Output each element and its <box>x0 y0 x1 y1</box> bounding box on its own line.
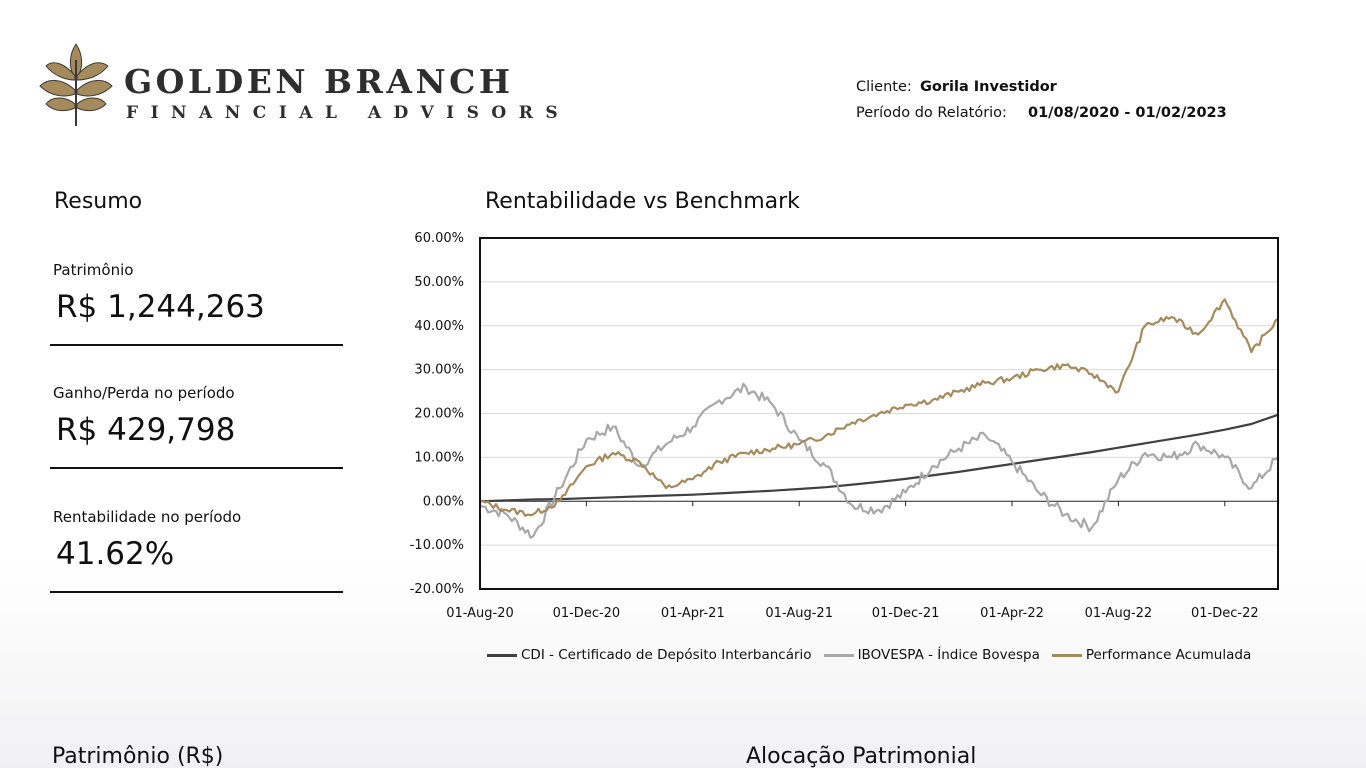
legend-item-cdi <box>487 647 812 663</box>
x-tick-label: 01-Apr-21 <box>660 606 725 621</box>
brand-tagline: FINANCIAL ADVISORS <box>126 103 571 123</box>
legend-item-ibovespa <box>824 647 1040 663</box>
kpi-label: Rentabilidade no período <box>53 508 242 526</box>
legend-item-performance <box>1052 647 1251 663</box>
y-tick-label: 40.00% <box>414 318 464 334</box>
kpi-patrimonio <box>50 255 343 346</box>
series-line-performance <box>480 299 1278 515</box>
kpi-label: Ganho/Perda no período <box>53 384 235 402</box>
y-tick-label: -10.00% <box>409 538 464 554</box>
legend-swatch-cdi <box>487 654 517 657</box>
client-row <box>856 74 1227 100</box>
client-name: Gorila Investidor <box>920 79 1057 95</box>
legend-label-cdi: CDI - Certificado de Depósito Interbancário <box>521 647 812 663</box>
section-title-alocacao: Alocação Patrimonial <box>746 744 977 769</box>
x-tick-label: 01-Dec-21 <box>871 606 940 621</box>
legend-swatch-ibovespa <box>824 654 854 657</box>
section-title-patrimonio: Patrimônio (R$) <box>52 744 224 769</box>
y-tick-label: -20.00% <box>409 582 464 597</box>
kpi-rentabilidade <box>50 502 343 593</box>
kpi-ganho-perda <box>50 378 343 469</box>
kpi-value: 41.62% <box>56 536 175 572</box>
y-tick-label: 0.00% <box>422 494 464 510</box>
x-tick-label: 01-Aug-20 <box>446 606 514 621</box>
x-tick-label: 01-Aug-21 <box>765 606 833 621</box>
golden-branch-leaf-icon <box>38 40 118 130</box>
y-tick-label: 60.00% <box>414 231 464 246</box>
y-tick-label: 50.00% <box>414 274 464 290</box>
legend-swatch-performance <box>1052 654 1082 657</box>
y-tick-label: 10.00% <box>414 450 464 466</box>
x-tick-label: 01-Apr-22 <box>980 606 1044 621</box>
x-tick-label: 01-Dec-22 <box>1190 606 1259 621</box>
series-line-ibovespa <box>480 384 1278 538</box>
period-label: Período do Relatório: <box>856 105 1007 121</box>
performance-chart <box>400 225 1300 635</box>
kpi-value: R$ 1,244,263 <box>56 289 265 325</box>
brand-name: GOLDEN BRANCH <box>124 62 514 101</box>
x-tick-label: 01-Dec-20 <box>552 606 621 621</box>
period-row <box>856 100 1227 126</box>
client-label: Cliente: <box>856 79 912 95</box>
legend-label-ibovespa: IBOVESPA - Índice Bovespa <box>857 647 1040 663</box>
kpi-label: Patrimônio <box>53 261 134 279</box>
y-tick-label: 30.00% <box>414 362 464 378</box>
y-tick-label: 20.00% <box>414 406 464 422</box>
period-value: 01/08/2020 - 01/02/2023 <box>1028 105 1227 121</box>
x-tick-label: 01-Aug-22 <box>1084 606 1153 621</box>
chart-legend <box>487 647 1263 663</box>
kpi-value: R$ 429,798 <box>56 412 236 448</box>
summary-title: Resumo <box>54 189 143 214</box>
legend-label-performance: Performance Acumulada <box>1085 647 1252 663</box>
client-info <box>856 74 1227 126</box>
chart-title: Rentabilidade vs Benchmark <box>485 189 800 214</box>
company-logo <box>38 40 571 130</box>
